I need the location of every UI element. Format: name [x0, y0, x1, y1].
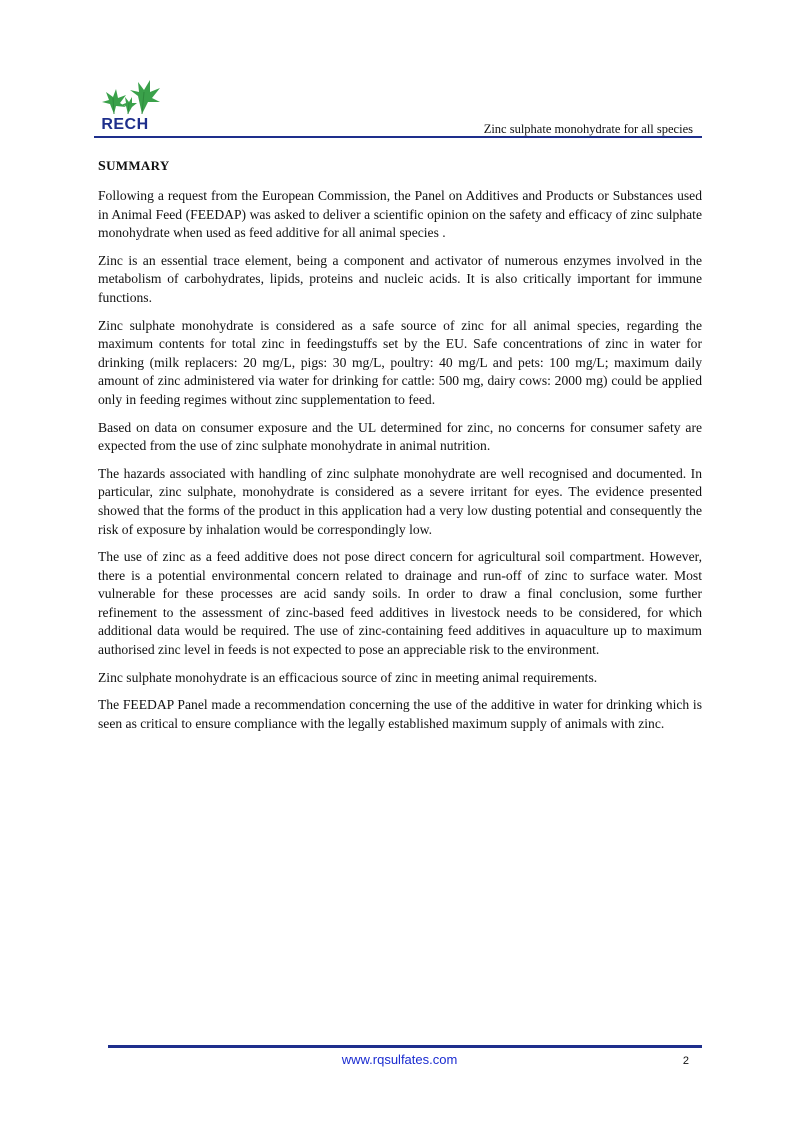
- paragraph: The hazards associated with handling of zinc sulphate monohydrate are well recognised and documented. In particular, zinc sulphate, monohydrate is considered as a severe irritant for eyes. The evidence presented showed that the forms of the product in this application had a very low dusting potential and consequently the risk of exposure by inhalation would be correspondingly low.: [98, 465, 702, 537]
- paragraph: The use of zinc as a feed additive does not pose direct concern for agricultural soil compartment. However, there is a potential environmental concern related to drainage and run-off of zinc to surface water. Most vulnerable for these processes are acid sandy soils. In order to draw a final conclusion, some further refinement to the assessment of zinc-based feed additives in livestock needs to be considered, for which additional data would be required. The use of zinc-containing feed additives in aquaculture up to maximum authorised zinc level in feeds is not expected to pose an appreciable risk to the environment.: [98, 549, 702, 658]
- heading-initial: S: [98, 159, 107, 174]
- leaf-cluster-icon: [94, 76, 164, 118]
- website-link[interactable]: www.rqsulfates.com: [341, 1052, 458, 1067]
- paragraph: The FEEDAP Panel made a recommendation concerning the use of the additive in water for drinking which is seen as critical to ensure compliance with the legally established maximum supply of animals with zinc.: [98, 697, 702, 731]
- section-heading: [98, 158, 170, 175]
- page-number: 2: [682, 1055, 689, 1067]
- paragraph: Zinc is an essential trace element, being a component and activator of numerous enzymes involved in the metabolism of carbohydrates, lipids, proteins and nucleic acids. It is also critically important for immune functions.: [98, 252, 702, 305]
- document-header-title: Zinc sulphate monohydrate for all species: [483, 122, 693, 136]
- paragraph: Zinc sulphate monohydrate is considered as a safe source of zinc for all animal species, regarding the maximum contents for total zinc in feedingstuffs set by the EU. Safe concentrations of zinc in water for drinking (milk replacers: 20 mg/L, pigs: 30 mg/L, poultry: 40 mg/L and pets: 100 mg/L; maximum daily amount of zinc administered via water for drinking for cattle: 500 mg, dairy cows: 2000 mg) could be applied only in feeding regimes without zinc supplementation to feed.: [98, 317, 702, 407]
- summary-body: [98, 187, 702, 742]
- footer-link-container: [0, 1052, 793, 1067]
- header-divider: [94, 136, 702, 138]
- footer-divider: [108, 1045, 702, 1048]
- paragraph: Based on data on consumer exposure and the UL determined for zinc, no concerns for consumer safety are expected from the use of zinc sulphate monohydrate in animal nutrition.: [98, 419, 702, 454]
- paragraph: Following a request from the European Commission, the Panel on Additives and Products or Substances used in Animal Feed (FEEDAP) was asked to deliver a scientific opinion on the safety and efficacy of zinc sulphate monohydrate when used as feed additive for all animal species .: [98, 188, 702, 241]
- logo-text: RECH: [101, 116, 149, 133]
- paragraph: Zinc sulphate monohydrate is an efficacious source of zinc in meeting animal requirements.: [98, 669, 598, 685]
- company-logo: [94, 76, 164, 136]
- heading-rest: UMMARY: [106, 158, 170, 173]
